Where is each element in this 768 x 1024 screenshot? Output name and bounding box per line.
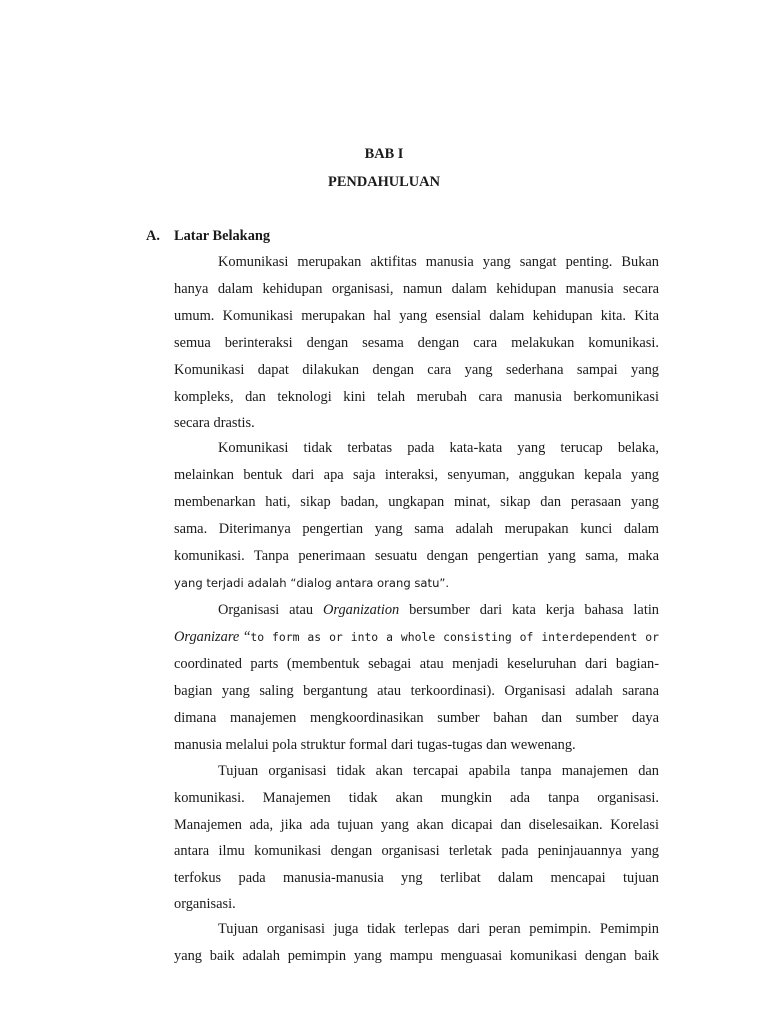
italic-term: Organization [323, 602, 400, 618]
paragraph-line: Tujuan organisasi tidak akan tercapai apabila tanpa manajemen dan [218, 763, 659, 779]
paragraph-line: coordinated parts (membentuk sebagai atau menjadi keseluruhan dari bagian- [174, 656, 659, 672]
paragraph-line [174, 628, 659, 646]
paragraph-line: komunikasi. Manajemen tidak akan mungkin ada tanpa organisasi. [174, 790, 659, 806]
paragraph-line: Komunikasi tidak terbatas pada kata-kata yang terucap belaka, [218, 440, 659, 456]
text-span: Organisasi atau [218, 602, 323, 618]
section-title: Latar Belakang [174, 228, 271, 244]
chapter-number: BAB I [364, 146, 404, 162]
paragraph-line: Tujuan organisasi juga tidak terlepas dari peran pemimpin. Pemimpin [218, 921, 659, 937]
paragraph-line: sama. Diterimanya pengertian yang sama adalah merupakan kunci dalam [174, 521, 659, 537]
paragraph-line: kompleks, dan teknologi kini telah merubah cara manusia berkomunikasi [174, 389, 659, 405]
paragraph-line: Komunikasi dapat dilakukan dengan cara yang sederhana sampai yang [174, 362, 659, 378]
paragraph-line: yang baik adalah pemimpin yang mampu menguasai komunikasi dengan baik [174, 948, 659, 964]
paragraph-line: Manajemen ada, jika ada tujuan yang akan dicapai dan diselesaikan. Korelasi [174, 817, 659, 833]
text-span: bersumber dari kata kerja bahasa latin [399, 602, 660, 618]
paragraph-line: secara drastis. [174, 415, 255, 431]
paragraph-line: bagian yang saling bergantung atau terkoordinasi). Organisasi adalah sarana [174, 683, 659, 699]
mono-text: to form as or into a whole consisting of interdependent or [250, 630, 659, 644]
paragraph-line: melainkan bentuk dari apa saja interaksi, senyuman, anggukan kepala yang [174, 467, 659, 483]
paragraph-line: umum. Komunikasi merupakan hal yang esensial dalam kehidupan kita. Kita [174, 308, 659, 324]
paragraph-line-quote [174, 574, 449, 592]
paragraph-line: komunikasi. Tanpa penerimaan sesuatu dengan pengertian yang sama, maka [174, 548, 659, 564]
paragraph-line: semua berinteraksi dengan sesama dengan cara melakukan komunikasi. [174, 335, 659, 351]
paragraph-line: antara ilmu komunikasi dengan organisasi terletak pada peninjauannya yang [174, 843, 659, 859]
text-span: “ [239, 629, 251, 645]
quote-text: yang terjadi adalah “dialog antara orang satu”. [174, 576, 450, 590]
paragraph-line: dimana manajemen mengkoordinasikan sumber bahan dan sumber daya [174, 710, 659, 726]
paragraph-line: Komunikasi merupakan aktifitas manusia yang sangat penting. Bukan [218, 254, 659, 270]
paragraph-line: manusia melalui pola struktur formal dari tugas-tugas dan wewenang. [174, 737, 576, 753]
paragraph-line: membenarkan hati, sikap badan, ungkapan minat, sikap dan perasaan yang [174, 494, 659, 510]
italic-term: Organizare [174, 629, 240, 645]
chapter-title: PENDAHULUAN [328, 174, 440, 190]
section-label: A. [146, 228, 160, 244]
paragraph-line: terfokus pada manusia-manusia yng terlibat dalam mencapai tujuan [174, 870, 659, 886]
paragraph-line: hanya dalam kehidupan organisasi, namun dalam kehidupan manusia secara [174, 281, 659, 297]
paragraph-line: organisasi. [174, 896, 236, 912]
paragraph-line [218, 601, 659, 619]
